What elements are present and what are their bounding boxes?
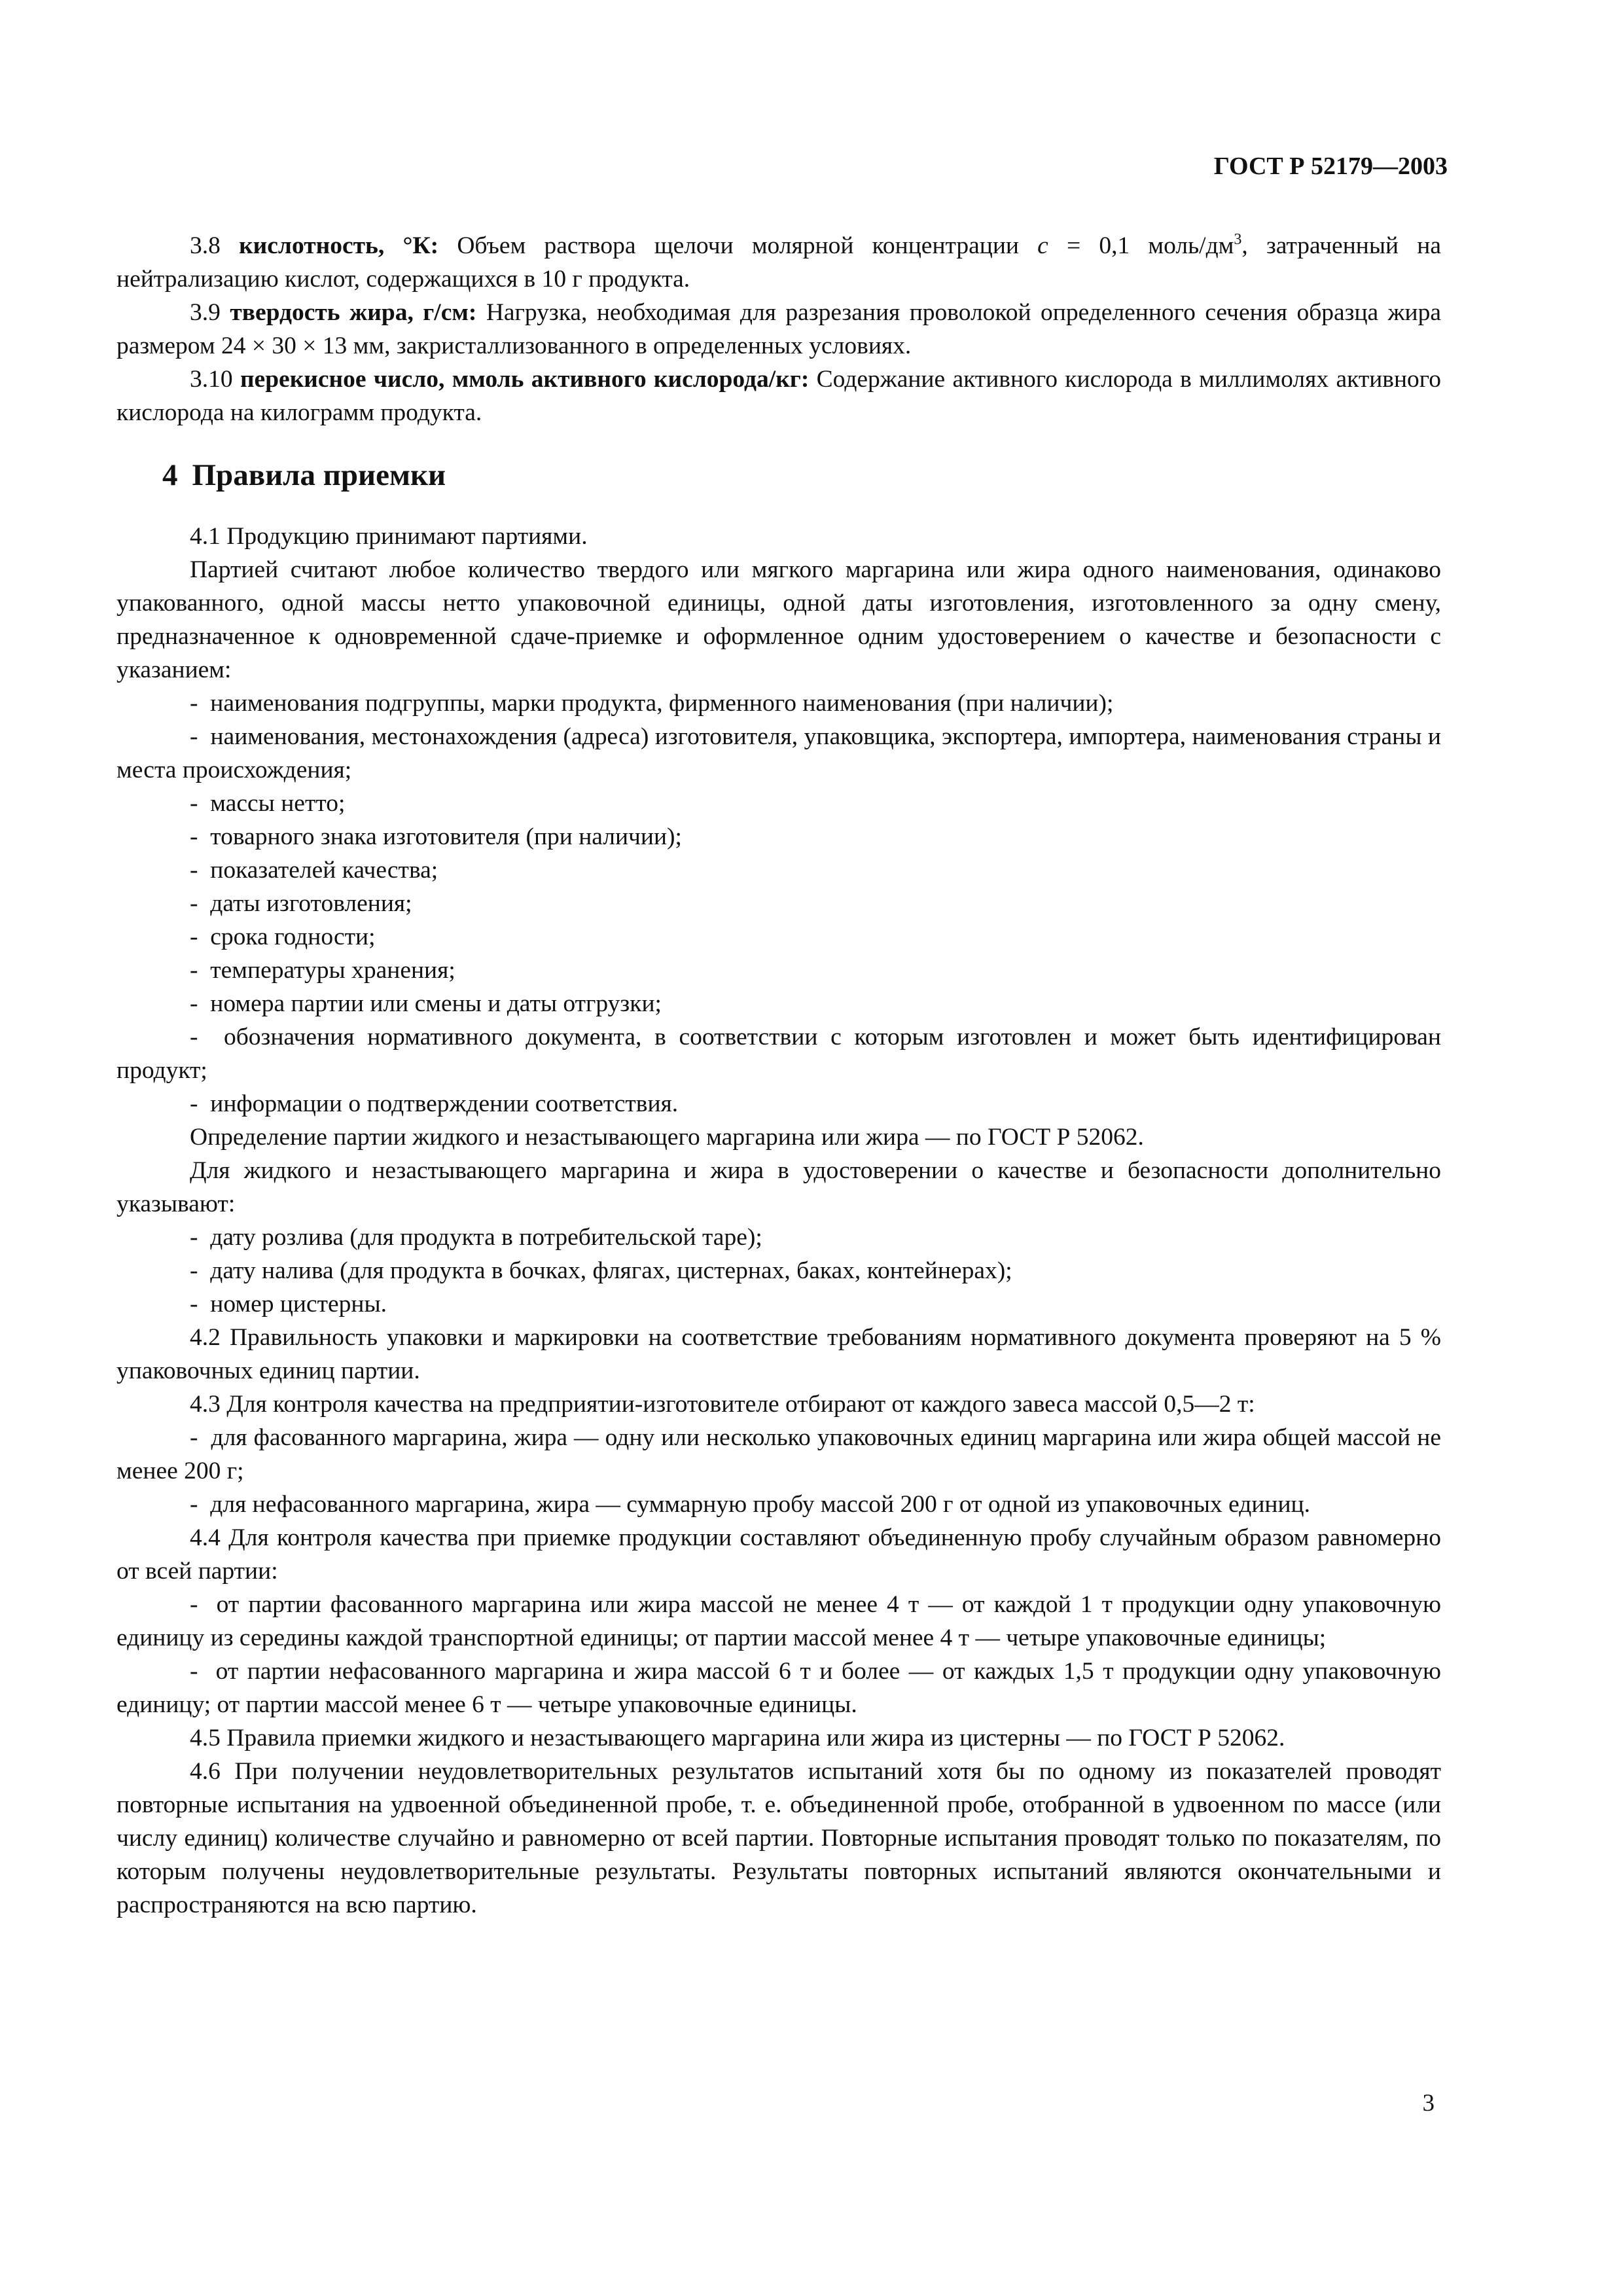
section-heading xyxy=(116,456,1441,495)
list-item: - от партии фасованного маргарина или жира массой не менее 4 т — от каждой 1 т продукции одну упаковочную единицу из середины каждой транспортной единицы; от партии массой менее 4 т — четыре упаковочные единицы; xyxy=(116,1588,1441,1655)
list-item: - номер цистерны. xyxy=(116,1287,1441,1321)
paragraph: Для жидкого и незастывающего маргарина и жира в удостоверении о качестве и безопасности дополнительно указывают: xyxy=(116,1157,1441,1217)
list-item: - товарного знака изготовителя (при наличии); xyxy=(116,820,1441,853)
term: твердость жира, г/см: xyxy=(230,299,477,326)
clause-number: 3.10 xyxy=(190,366,233,393)
paragraph-4-6: 4.6 При получении неудовлетворительных результатов испытаний хотя бы по одному из показателей проводят повторные испытания на удвоенной объединенной пробе, т. е. объединенной пробе, отобранной в удвоенном по массе (или числу единиц) количестве случайно и равномерно от всей партии. Повторные испытания проводят только по показателям, по которым получены неудовлетворительные результаты. Результаты повторных испытаний являются окончательными и распространяются на всю партию. xyxy=(116,1758,1441,1918)
definition-3-9 xyxy=(116,296,1441,363)
definition-text: = 0,1 моль/дм xyxy=(1048,232,1234,259)
list-item: - обозначения нормативного документа, в соответствии с которым изготовлен и может быть идентифицирован продукт; xyxy=(116,1020,1441,1087)
list-item: - для фасованного маргарина, жира — одну или несколько упаковочных единиц маргарина или жира общей массой не менее 200 г; xyxy=(116,1421,1441,1488)
paragraph-4-2: 4.2 Правильность упаковки и маркировки на соответствие требованиям нормативного документа проверяют на 5 % упаковочных единиц партии. xyxy=(116,1324,1441,1384)
paragraph-4-3: 4.3 Для контроля качества на предприятии-изготовителе отбирают от каждого завеса массой 0,5—2 т: xyxy=(190,1391,1255,1418)
definition-3-10 xyxy=(116,363,1441,429)
section-title: Правила приемки xyxy=(192,458,446,492)
list-item: - дату розлива (для продукта в потребительской таре); xyxy=(116,1221,1441,1254)
page-number: 3 xyxy=(1422,2090,1435,2117)
clause-number: 3.9 xyxy=(190,299,221,326)
document-header: ГОСТ Р 52179—2003 xyxy=(1213,152,1448,180)
list-item: - даты изготовления; xyxy=(116,887,1441,920)
variable: с xyxy=(1037,232,1048,259)
definition-text: Объем раствора щелочи молярной концентрации xyxy=(457,232,1038,259)
list-item: - показателей качества; xyxy=(116,853,1441,887)
paragraph-4-1: 4.1 Продукцию принимают партиями. xyxy=(190,523,588,550)
lot-definition: Партией считают любое количество твердого или мягкого маргарина или жира одного наименования, одинаково упакованного, одной массы нетто упаковочной единицы, одной даты изготовления, изготовленного за одну смену, предназначенное к одновременной сдаче-приемке и оформленное одним удостоверением о качестве и безопасности с указанием: xyxy=(116,556,1441,683)
definition-text: Нагрузка, необходимая для разрезания проволокой определенного сечения образца жира размером 24 × 30 × 13 мм, закристаллизованного в определенных условиях. xyxy=(116,299,1441,359)
clause-number: 3.8 xyxy=(190,232,221,259)
paragraph-4-4: 4.4 Для контроля качества при приемке продукции составляют объединенную пробу случайным образом равномерно от всей партии: xyxy=(116,1524,1441,1585)
paragraph-4-5: 4.5 Правила приемки жидкого и незастывающего маргарина или жира из цистерны — по ГОСТ Р 52062. xyxy=(190,1725,1285,1751)
definition-text: , затраченный на нейтрализацию кислот, содержащихся в 10 г продукта. xyxy=(116,232,1441,293)
list-item: - номера партии или смены и даты отгрузки; xyxy=(116,987,1441,1020)
list-item: - массы нетто; xyxy=(116,787,1441,820)
page-content xyxy=(116,229,1441,1922)
superscript: 3 xyxy=(1234,231,1242,248)
definition-text: Содержание активного кислорода в миллимолях активного кислорода на килограмм продукта. xyxy=(116,366,1441,426)
list-item: - дату налива (для продукта в бочках, флягах, цистернах, баках, контейнерах); xyxy=(116,1254,1441,1287)
paragraph: Определение партии жидкого и незастывающего маргарина или жира — по ГОСТ Р 52062. xyxy=(190,1124,1144,1151)
definition-3-8 xyxy=(116,229,1441,296)
list-item: - температуры хранения; xyxy=(116,954,1441,987)
list-item: - срока годности; xyxy=(116,920,1441,954)
list-item: - информации о подтверждении соответствия. xyxy=(116,1087,1441,1121)
list-item: - наименования подгруппы, марки продукта, фирменного наименования (при наличии); xyxy=(116,687,1441,720)
term: перекисное число, ммоль активного кислорода/кг: xyxy=(240,366,810,393)
list-item: - наименования, местонахождения (адреса) изготовителя, упаковщика, экспортера, импортера, наименования страны и места происхождения; xyxy=(116,720,1441,787)
list-item: - от партии нефасованного маргарина и жира массой 6 т и более — от каждых 1,5 т продукции одну упаковочную единицу; от партии массой менее 6 т — четыре упаковочные единицы. xyxy=(116,1655,1441,1721)
term: кислотность, °К: xyxy=(239,232,439,259)
list-item: - для нефасованного маргарина, жира — суммарную пробу массой 200 г от одной из упаковочных единиц. xyxy=(116,1488,1441,1521)
section-number: 4 xyxy=(162,458,178,492)
